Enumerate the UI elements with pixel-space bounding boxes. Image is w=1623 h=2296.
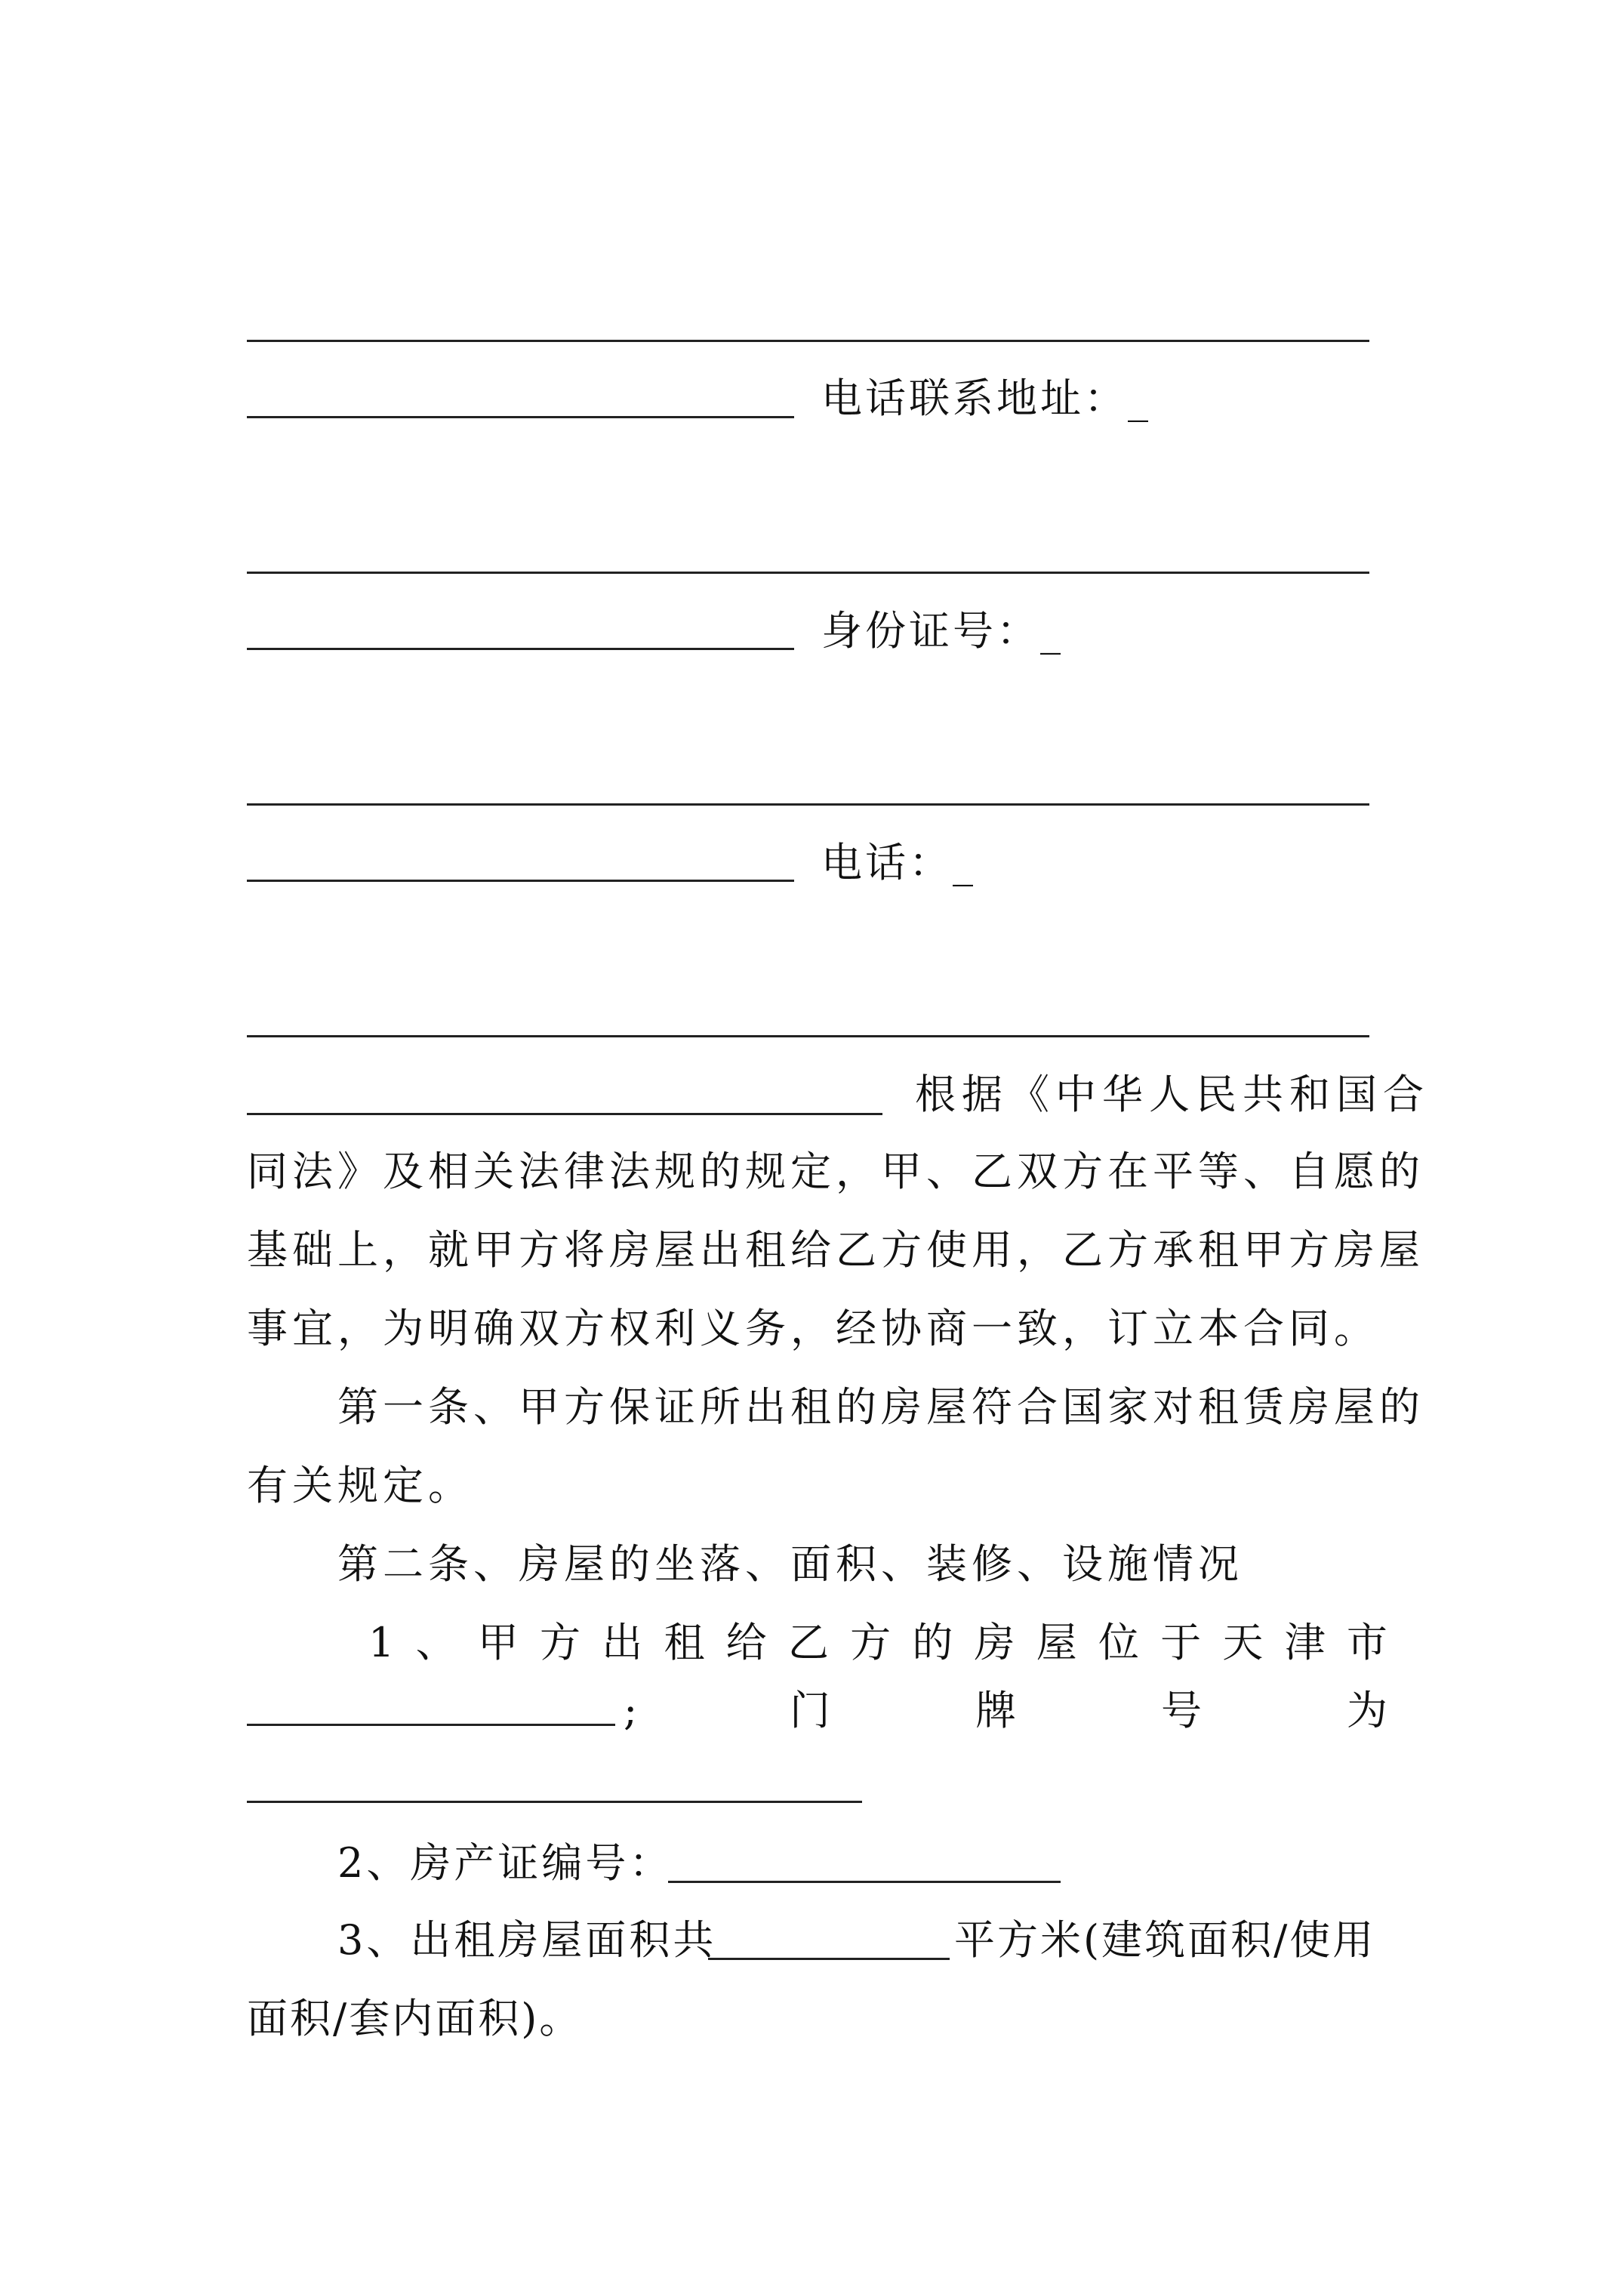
id-number-label: 身份证号：_ bbox=[821, 607, 1064, 655]
item1-word: 天 bbox=[1222, 1619, 1264, 1666]
article-1-line-2: 有关规定。 bbox=[247, 1462, 473, 1509]
item1-word: 房 bbox=[974, 1619, 1015, 1666]
blank-line-full bbox=[247, 1035, 1369, 1037]
article-2-item-1-line-1 bbox=[368, 1620, 1387, 1666]
intro-line-2: 同法》及相关法律法规的规定，甲、乙双方在平等、自愿的 bbox=[247, 1148, 1424, 1195]
item1-word: 位 bbox=[1098, 1619, 1139, 1666]
blank-line-tianjin-location bbox=[247, 1724, 615, 1726]
blank-line-phone bbox=[247, 880, 794, 882]
item1-word: 方 bbox=[540, 1619, 581, 1666]
contact-address-label: 电话联系地址：_ bbox=[821, 374, 1151, 422]
item1-word: 乙 bbox=[787, 1619, 829, 1666]
item1-word: 、 bbox=[415, 1619, 457, 1666]
article-2-item-1-line-2 bbox=[790, 1688, 1387, 1734]
intro-line-1: 根据《中华人民共和国合 bbox=[915, 1071, 1430, 1118]
blank-line-intro bbox=[247, 1113, 882, 1115]
item1-line2-word: 号 bbox=[1161, 1687, 1202, 1734]
article-2-heading: 第二条、房屋的坐落、面积、装修、设施情况 bbox=[337, 1540, 1243, 1588]
item1-word: 方 bbox=[850, 1619, 892, 1666]
blank-line-full bbox=[247, 572, 1369, 574]
item1-word: 津 bbox=[1284, 1619, 1326, 1666]
intro-line-4: 事宜，为明确双方权利义务，经协商一致，订立本合同。 bbox=[247, 1305, 1379, 1352]
item1-word: 1 bbox=[368, 1619, 395, 1666]
item1-line2-word: 门 bbox=[790, 1687, 830, 1734]
phone-label: 电话：_ bbox=[821, 839, 976, 886]
item1-word: 屋 bbox=[1036, 1619, 1077, 1666]
blank-line-full bbox=[247, 803, 1369, 806]
blank-line-id-number bbox=[247, 648, 794, 650]
item1-separator: ; bbox=[624, 1687, 641, 1734]
blank-line-property-cert bbox=[668, 1881, 1061, 1883]
item1-word: 给 bbox=[725, 1619, 767, 1666]
blank-line-full bbox=[247, 340, 1369, 342]
item1-word: 市 bbox=[1346, 1619, 1387, 1666]
blank-line-door-number bbox=[247, 1801, 862, 1803]
item1-word: 的 bbox=[912, 1619, 953, 1666]
article-1-line-1: 第一条、甲方保证所出租的房屋符合国家对租赁房屋的 bbox=[337, 1383, 1424, 1431]
item1-word: 于 bbox=[1160, 1619, 1202, 1666]
item1-word: 租 bbox=[664, 1619, 705, 1666]
item3-line-2: 面积/套内面积)。 bbox=[247, 1995, 583, 2042]
item3-prefix: 3、出租房屋面积共 bbox=[337, 1916, 717, 1964]
blank-line-contact-address bbox=[247, 416, 794, 418]
intro-line-3: 基础上，就甲方将房屋出租给乙方使用，乙方承租甲方房屋 bbox=[247, 1226, 1424, 1274]
item3-suffix: 平方米(建筑面积/使用 bbox=[954, 1916, 1376, 1964]
item2-label: 2、房产证编号： bbox=[337, 1839, 673, 1887]
blank-line-area bbox=[708, 1958, 950, 1960]
item1-line2-word: 为 bbox=[1347, 1687, 1387, 1734]
item1-word: 出 bbox=[602, 1619, 643, 1666]
item1-line2-word: 牌 bbox=[975, 1687, 1016, 1734]
item1-word: 甲 bbox=[477, 1619, 519, 1666]
